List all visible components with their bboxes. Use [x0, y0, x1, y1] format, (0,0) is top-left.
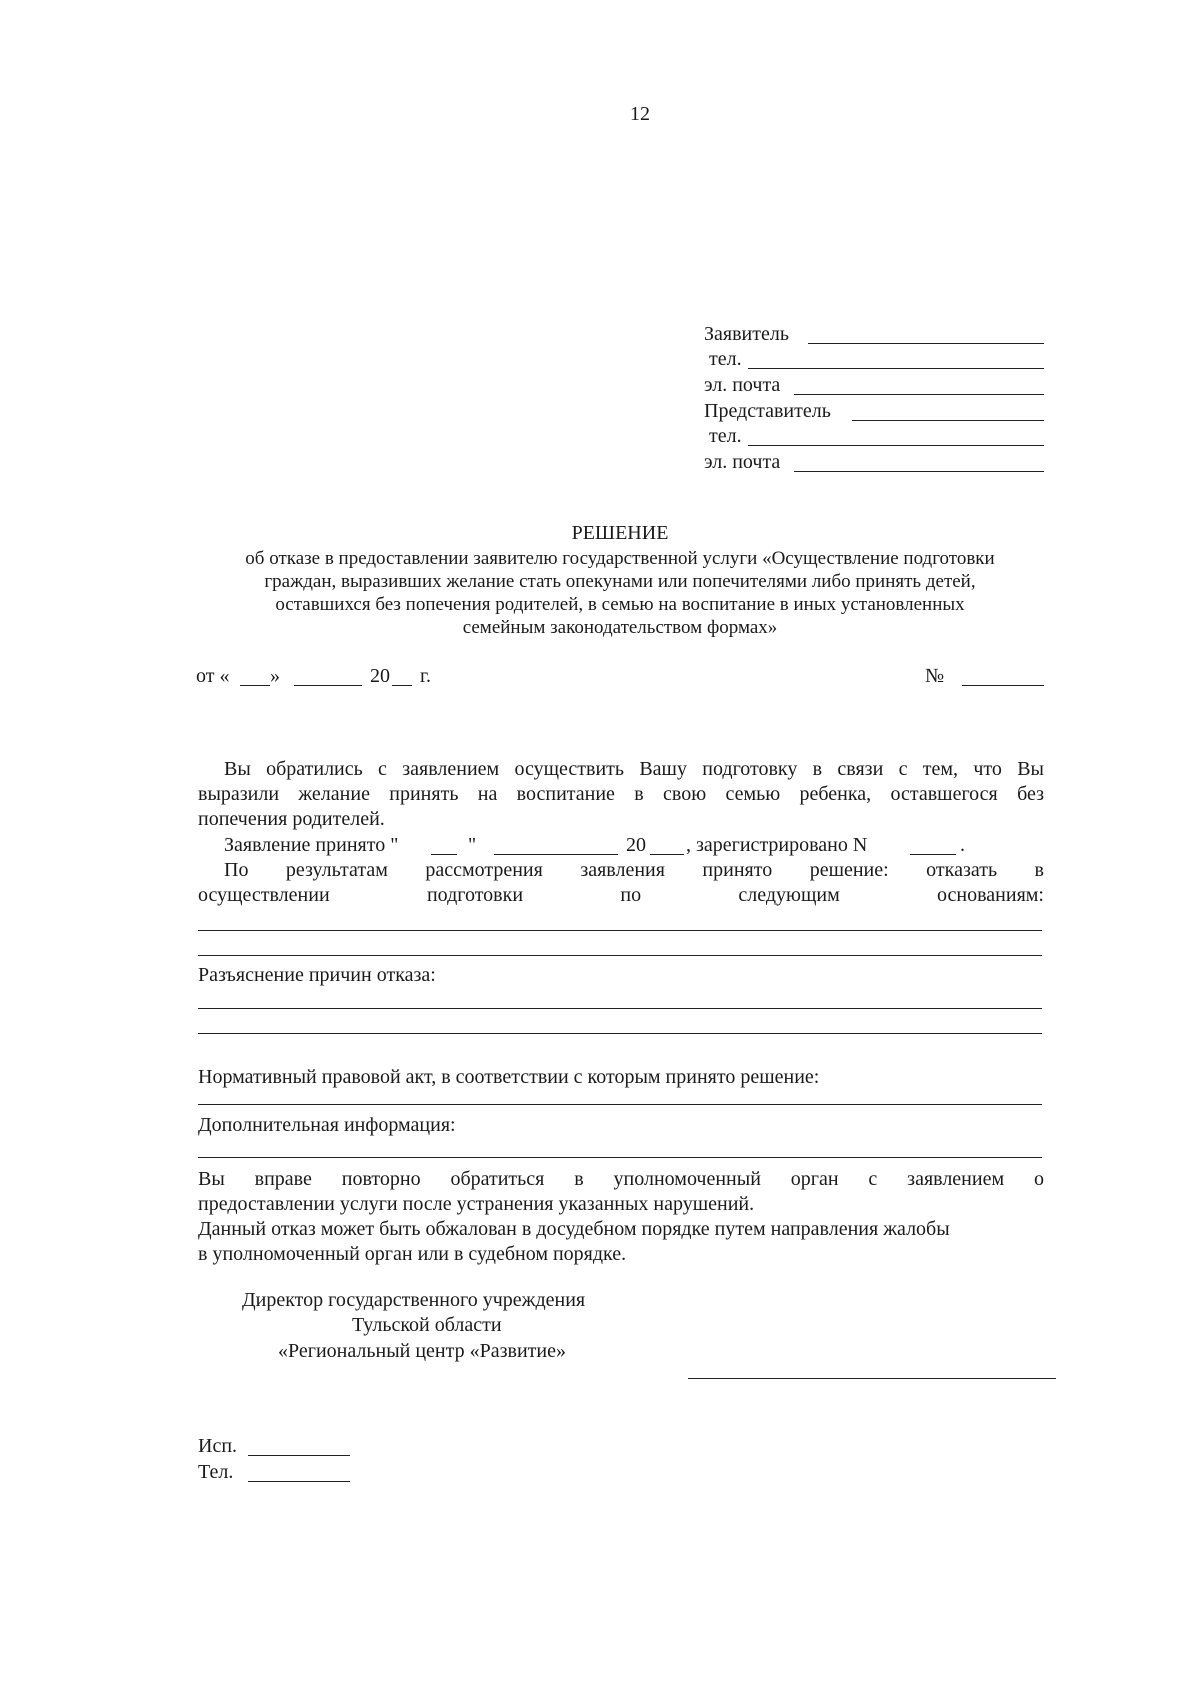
subtitle-line: семейным законодательством формах» [462, 617, 778, 638]
application-registered: , зарегистрировано N [686, 834, 868, 856]
signature-region: Тульской области [352, 1314, 502, 1336]
closing-line: Вы вправе повторно обратиться в уполномоченный орган с заявлением о [198, 1168, 1044, 1190]
application-quote-close: " [468, 834, 477, 856]
explanation-blank [198, 1008, 1042, 1009]
representative-phone-blank [748, 445, 1044, 446]
application-end: . [960, 834, 965, 856]
additional-label: Дополнительная информация: [198, 1114, 456, 1136]
applicant-email-blank [794, 394, 1044, 395]
applicant-phone-field [704, 347, 1044, 371]
paragraph-line: выразили желание принять на воспитание в свою семью ребенка, оставшегося без [198, 783, 1044, 805]
closing-line: Данный отказ может быть обжалован в досудебном порядке путем направления жалобы [198, 1218, 950, 1240]
phone-blank [248, 1481, 350, 1482]
page-number: 12 [630, 103, 650, 125]
number-sign: № [925, 665, 945, 687]
date-day-blank [240, 685, 270, 686]
representative-email-label: эл. почта [704, 451, 781, 473]
representative-phone-field [704, 424, 1044, 448]
additional-blank [198, 1157, 1042, 1158]
applicant-email-field [704, 373, 1044, 397]
date-close-quote: » [270, 665, 280, 687]
closing-line: в уполномоченный орган или в судебном порядке. [198, 1243, 627, 1265]
date-from-label: от « [196, 665, 230, 687]
normative-label: Нормативный правовой акт, в соответствии с которым принято решение: [198, 1066, 820, 1088]
subtitle-line: об отказе в предоставлении заявителю государственной услуги «Осуществление подготовки [245, 548, 995, 569]
number-blank [962, 685, 1044, 686]
closing-line: предоставлении услуги после устранения указанных нарушений. [198, 1193, 755, 1215]
applicant-phone-label: тел. [709, 348, 742, 370]
signature-position: Директор государственного учреждения [242, 1289, 586, 1311]
date-month-blank [294, 685, 362, 686]
document-title: РЕШЕНИЕ [571, 522, 669, 544]
executor-blank [248, 1455, 350, 1456]
application-year-blank [650, 854, 684, 855]
paragraph-line: Вы обратились с заявлением осуществить Вашу подготовку в связи с тем, что Вы [224, 758, 1044, 780]
executor-label: Исп. [198, 1435, 238, 1457]
application-year: 20 [626, 834, 646, 856]
representative-blank [852, 420, 1044, 421]
reasons-blank [198, 955, 1042, 956]
applicant-label: Заявитель [704, 323, 789, 345]
explanation-label: Разъяснение причин отказа: [198, 964, 436, 986]
normative-blank [198, 1104, 1042, 1105]
subtitle-line: оставшихся без попечения родителей, в семью на воспитание в иных установленных [275, 594, 965, 615]
representative-email-field [704, 450, 1044, 474]
reasons-blank [198, 930, 1042, 931]
applicant-phone-blank [748, 368, 1044, 369]
result-line: осуществлении подготовки по следующим основаниям: [198, 884, 1044, 906]
applicant-email-label: эл. почта [704, 374, 781, 396]
representative-field [704, 399, 1044, 423]
explanation-blank [198, 1033, 1042, 1034]
application-number-blank [910, 854, 956, 855]
application-month-blank [494, 854, 618, 855]
signature-blank [688, 1378, 1056, 1379]
date-year-blank [392, 685, 412, 686]
result-line: По результатам рассмотрения заявления принято решение: отказать в [224, 859, 1044, 881]
signature-organization: «Региональный центр «Развитие» [278, 1340, 566, 1362]
applicant-blank [808, 343, 1044, 344]
phone-label: Тел. [198, 1461, 234, 1483]
application-day-blank [431, 854, 457, 855]
date-year-suffix: г. [420, 665, 431, 687]
subtitle-line: граждан, выразивших желание стать опекунами или попечителями либо принять детей, [264, 571, 976, 592]
representative-email-blank [794, 471, 1044, 472]
paragraph-line: попечения родителей. [198, 808, 385, 830]
applicant-field [704, 322, 1044, 346]
representative-phone-label: тел. [709, 425, 742, 447]
date-year-prefix: 20 [370, 665, 390, 687]
application-prefix: Заявление принято " [224, 834, 399, 856]
representative-label: Представитель [704, 400, 831, 422]
